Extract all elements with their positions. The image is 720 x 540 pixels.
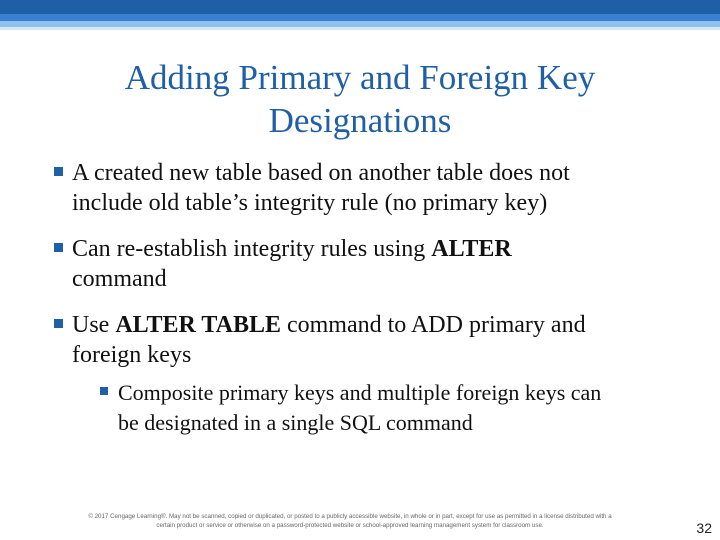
square-bullet-icon <box>54 167 63 176</box>
copyright-line-1: © 2017 Cengage Learning®. May not be scanned, copied or duplicated, or posted to a publicly accessible website, in whole or in part, except for use as permitted in a license distributed with a <box>88 513 612 520</box>
bullet-text-line: include old table’s integrity rule (no primary key) <box>72 190 548 216</box>
header-band-mid <box>0 14 720 21</box>
bullet-text-line: A created new table based on another table does not <box>72 160 570 186</box>
copyright-line-2: certain product or service or otherwise on a password-protected website or school-approved learning management system for classroom use. <box>156 522 544 529</box>
slide-title-line-2: Designations <box>268 101 452 140</box>
sub-bullet-item <box>96 378 690 438</box>
bullet-keyword: ALTER TABLE <box>115 312 281 338</box>
bullet-text: command to ADD primary and <box>280 312 586 338</box>
slide-title-line-1: Adding Primary and Foreign Key <box>124 58 596 97</box>
bullet-keyword: ALTER <box>431 236 512 262</box>
sub-bullet-text-line: Composite primary keys and multiple foreign keys can <box>118 380 602 405</box>
bullet-item <box>50 234 690 294</box>
bullet-text: Use <box>72 312 116 338</box>
bullet-item <box>50 158 690 218</box>
square-bullet-icon <box>54 243 63 252</box>
header-band-dark <box>0 0 720 14</box>
bullet-text: Can re-establish integrity rules using <box>72 236 432 262</box>
header-band-pale <box>0 27 720 30</box>
copyright-footer <box>30 512 670 530</box>
bullet-text-line: command <box>72 266 167 292</box>
bullet-text-line <box>72 234 690 264</box>
sub-bullet-text-line: be designated in a single SQL command <box>118 410 473 435</box>
square-bullet-icon <box>100 387 108 395</box>
bullet-text-line: foreign keys <box>72 342 192 368</box>
bullet-item <box>50 310 690 438</box>
header-bar <box>0 0 720 30</box>
bullet-text-line <box>72 310 690 340</box>
page-number: 32 <box>696 520 712 536</box>
square-bullet-icon <box>54 319 63 328</box>
bullet-list <box>50 158 690 454</box>
slide-title <box>40 56 680 142</box>
